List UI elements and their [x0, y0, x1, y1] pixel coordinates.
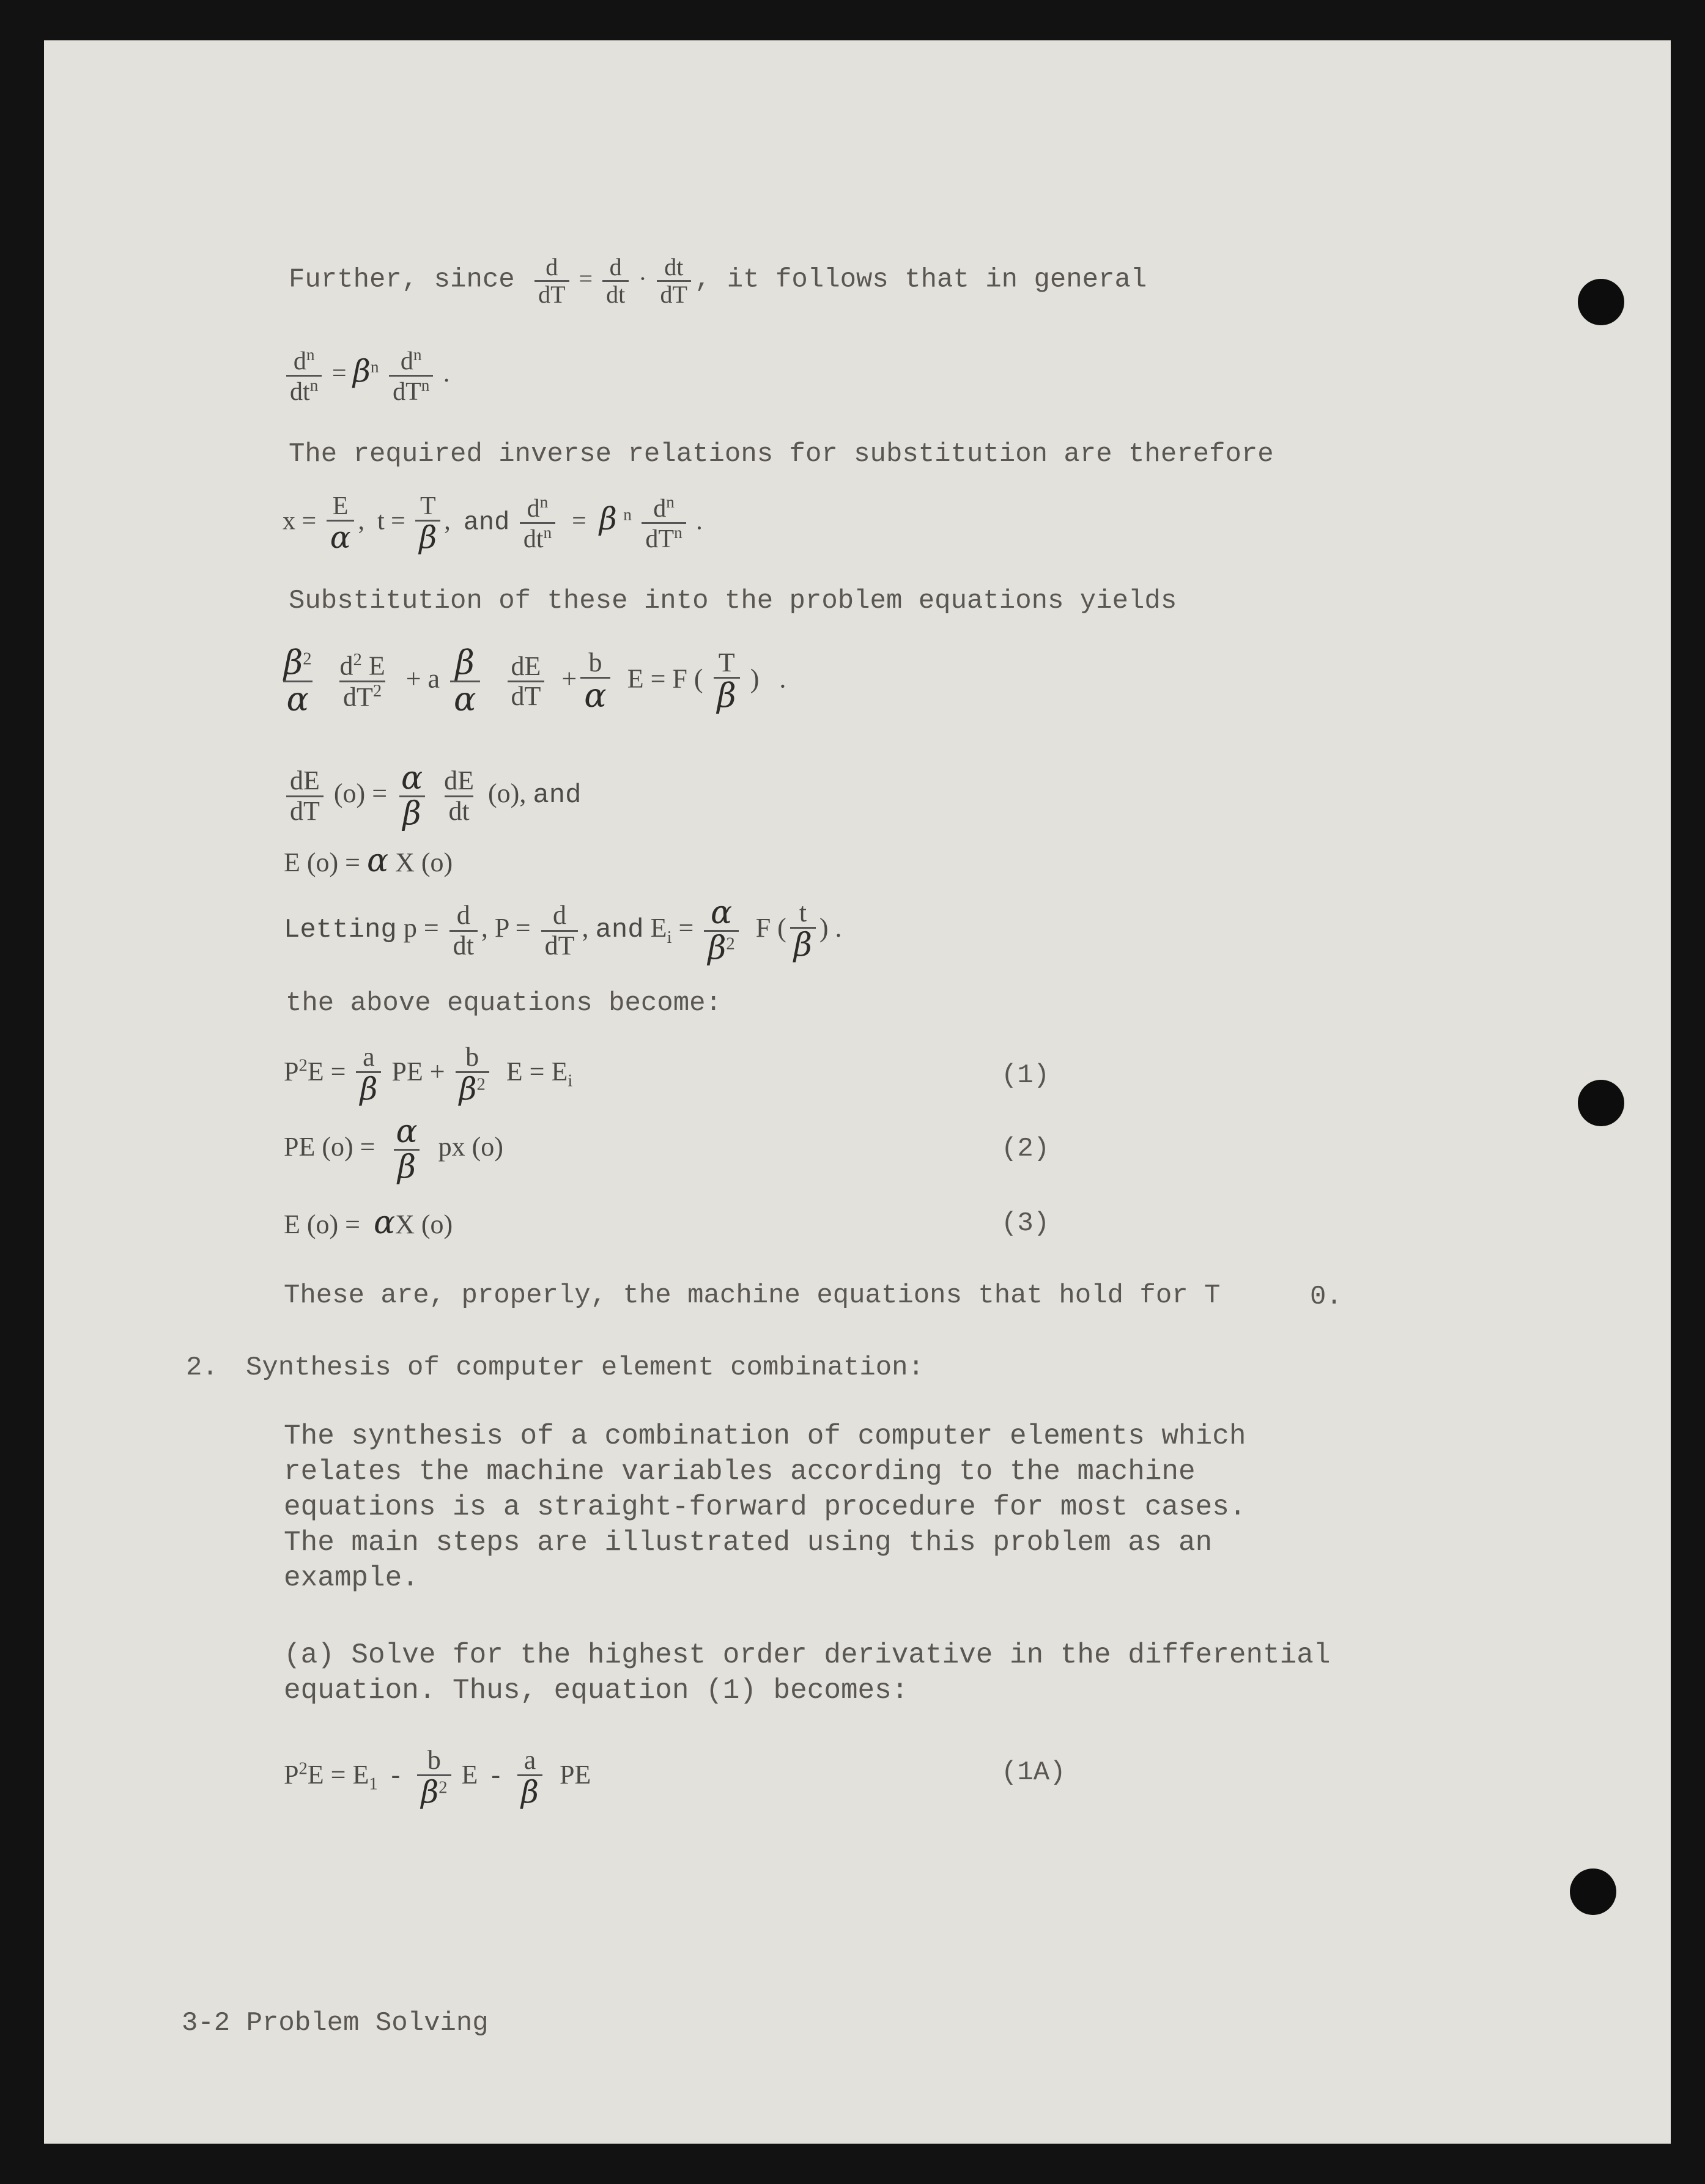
machine-equations-statement: These are, properly, the machine equations that hold for T	[284, 1280, 1221, 1311]
section-title: Synthesis of computer element combination:	[246, 1352, 924, 1383]
machine-equation-3: E (o) = αX (o)	[284, 1205, 453, 1241]
chain-rule-expression: $\frac{d}{dT}$ = $\frac{d}{dt}$ · $\frac{dt}{dT}$	[531, 265, 695, 292]
machine-equations-value: 0.	[1310, 1282, 1342, 1312]
binder-hole-bottom	[1570, 1869, 1616, 1915]
initial-derivative-condition: $\frac{dE}{dT}$ (o) = $\frac{\alpha}{\beta}$ $\frac{dE}{dt}$ (o), and	[283, 762, 582, 830]
machine-equation-1a: $P^2E = E_1$ - $\frac{b}{\beta^2}$ E - $\frac{a}{\beta}$ PE	[284, 1745, 591, 1810]
equation-number-1a: (1A)	[1001, 1757, 1066, 1788]
machine-equation-2: PE (o) = $\frac{\alpha}{\beta}$ px (o)	[284, 1113, 503, 1186]
further-line: Further, since $\frac{d}{dT}$ = $\frac{d}{dt}$ · $\frac{dt}{dT}$ , it follows that in general	[289, 253, 1147, 308]
transformed-differential-equation: $\frac{\beta^2}{\alpha}$ $\frac{d^2 E}{dT^2}$ + a $\frac{\beta}{\alpha}$ $\frac{dE}{dT}$ + $\frac{b}{\alpha}$ E = F ( $\frac{T}{\beta}$ ) .	[284, 643, 786, 718]
equations-become-line: the above equations become:	[286, 988, 722, 1019]
equation-number-3: (3)	[1001, 1208, 1050, 1239]
binder-hole-top	[1578, 279, 1624, 325]
operator-definitions: Letting p = $\frac{d}{dt}$ , P = $\frac{d}{dT}$ , and $E_i$ = $\frac{\alpha}{\beta^2}$ F ( $\frac{t}{\beta}$ ) .	[284, 895, 842, 967]
equation-number-2: (2)	[1001, 1134, 1050, 1164]
inverse-relations-line: The required inverse relations for substitution are therefore	[289, 439, 1274, 470]
binder-hole-middle	[1578, 1080, 1624, 1126]
general-derivative-equation: $\frac{d^n}{dt^n}$ = $\beta^n$ $\frac{d^n}{dT^n}$ .	[283, 346, 449, 405]
inverse-relations-equation: x = $\frac{E}{\alpha}$ , t = $\frac{T}{\beta}$ , and $\frac{d^n}{dt^n}$ = β $^n$ $\frac{d^n}{dT^n}$ .	[283, 492, 703, 556]
machine-equation-1: $P^2E$ = $\frac{a}{\beta}$ PE + $\frac{b}{\beta^2}$ $E = E_i$	[284, 1042, 573, 1107]
document-page	[44, 40, 1671, 2144]
section-number: 2.	[186, 1352, 218, 1383]
page-footer: 3-2 Problem Solving	[182, 2008, 489, 2038]
initial-value-condition: E (o) = α X (o)	[284, 843, 453, 879]
synthesis-paragraph: The synthesis of a combination of computer elements which relates the machine variables according to the machine equations is a straight-forward procedure for most cases. The main steps are illustrated using this problem as an example.	[284, 1420, 1246, 1594]
step-a-paragraph: (a) Solve for the highest order derivative in the differential equation. Thus, equation (1) becomes:	[284, 1639, 1331, 1706]
equation-number-1: (1)	[1001, 1060, 1050, 1091]
substitution-yields-line: Substitution of these into the problem equations yields	[289, 586, 1177, 616]
